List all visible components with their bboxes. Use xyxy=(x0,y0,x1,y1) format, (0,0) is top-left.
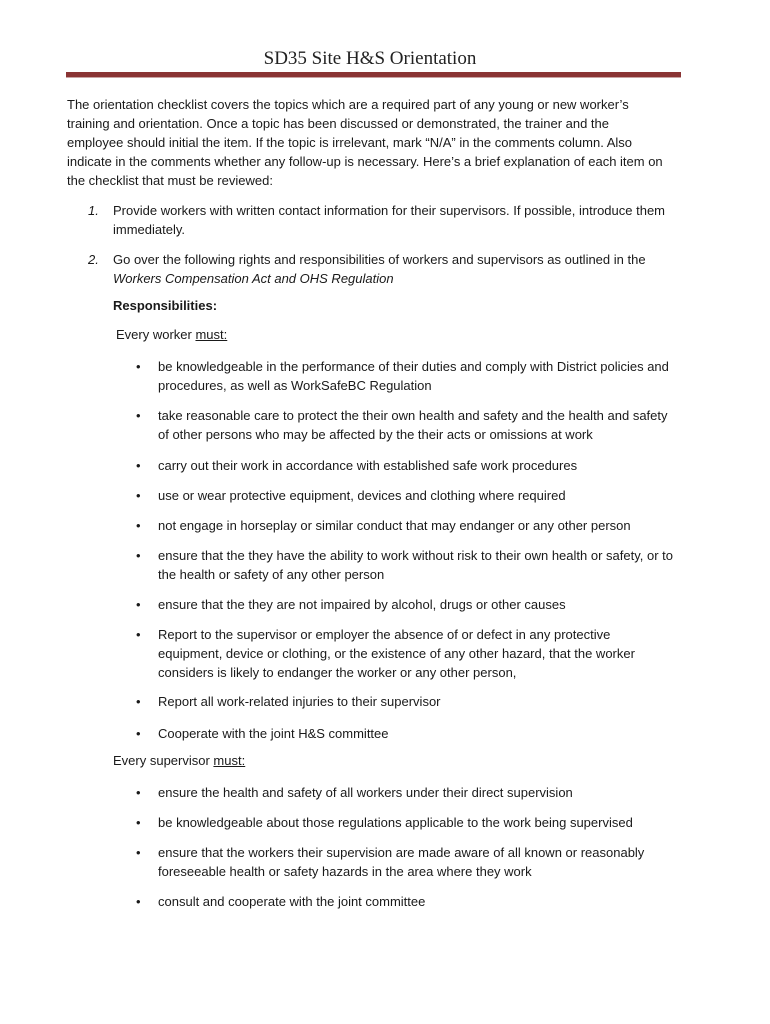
bullet-text: be knowledgeable in the performance of their duties and comply with District policies and procedures, as well as WorkSafeBC Regulation xyxy=(158,359,669,393)
bullet-icon: • xyxy=(136,548,141,563)
bullet-text: Report to the supervisor or employer the absence of or defect in any protective equipment, device or clothing, or the existence of any other hazard, that the worker considers is likely to endanger the worker or any other person, xyxy=(158,627,635,680)
bullet-text: not engage in horseplay or similar conduct that may endanger or any other person xyxy=(158,518,631,533)
bullet-text: Cooperate with the joint H&S committee xyxy=(158,726,389,741)
bullet-icon: • xyxy=(136,597,141,612)
bullet-text: take reasonable care to protect the their own health and safety and the health and safety of other persons who may be affected by the their acts or omissions at work xyxy=(158,408,668,442)
bullet-icon: • xyxy=(136,408,141,423)
bullet-text: ensure the health and safety of all workers under their direct supervision xyxy=(158,785,573,800)
worker-heading xyxy=(116,327,227,342)
bullet-icon: • xyxy=(136,488,141,503)
bullet-icon: • xyxy=(136,815,141,830)
page-title: SD35 Site H&S Orientation xyxy=(263,48,477,69)
bullet-text: ensure that the they are not impaired by alcohol, drugs or other causes xyxy=(158,597,566,612)
bullet-icon: • xyxy=(136,845,141,860)
supervisor-must: must: xyxy=(213,753,246,768)
bullet-text: be knowledgeable about those regulations applicable to the work being supervised xyxy=(158,815,633,830)
item-text-plain: Go over the following rights and responsibilities of workers and supervisors as outlined in the xyxy=(113,252,646,267)
supervisor-label: Every supervisor xyxy=(113,753,214,768)
bullet-text: consult and cooperate with the joint committee xyxy=(158,894,426,909)
bullet-text: use or wear protective equipment, devices and clothing where required xyxy=(158,488,566,503)
title-underline xyxy=(66,72,681,78)
item-number: 2. xyxy=(88,252,99,267)
item-text: Provide workers with written contact information for their supervisors. If possible, introduce them immediately. xyxy=(113,203,666,237)
worker-label: Every worker xyxy=(116,327,196,342)
bullet-text: ensure that the workers their supervision are made aware of all known or reasonably foreseeable health or safety hazards in the area where they work xyxy=(158,845,645,879)
bullet-text: carry out their work in accordance with established safe work procedures xyxy=(158,458,578,473)
bullet-icon: • xyxy=(136,694,141,709)
bullet-icon: • xyxy=(136,359,141,374)
bullet-icon: • xyxy=(136,894,141,909)
bullet-icon: • xyxy=(136,726,141,741)
bullet-icon: • xyxy=(136,518,141,533)
act-title: Workers Compensation Act and OHS Regulation xyxy=(113,271,394,286)
item-number: 1. xyxy=(88,203,99,218)
bullet-icon: • xyxy=(136,785,141,800)
responsibilities-heading: Responsibilities: xyxy=(113,298,218,313)
supervisor-heading xyxy=(113,753,245,768)
item-text xyxy=(113,250,673,288)
worker-must: must: xyxy=(195,327,228,342)
bullet-text: ensure that the they have the ability to work without risk to their own health or safety, or to the health or safety of any other person xyxy=(158,548,673,582)
bullet-text: Report all work-related injuries to their supervisor xyxy=(158,694,441,709)
bullet-icon: • xyxy=(136,627,141,642)
bullet-icon: • xyxy=(136,458,141,473)
intro-paragraph: The orientation checklist covers the topics which are a required part of any young or new worker’s training and orientation. Once a topic has been discussed or demonstrated, the trainer and the employee should initial the item. If the topic is irrelevant, mark “N/A” in the comments column. Also indicate in the comments whether any follow-up is necessary. Here’s a brief explanation of each item on the checklist that must be reviewed: xyxy=(67,97,663,188)
